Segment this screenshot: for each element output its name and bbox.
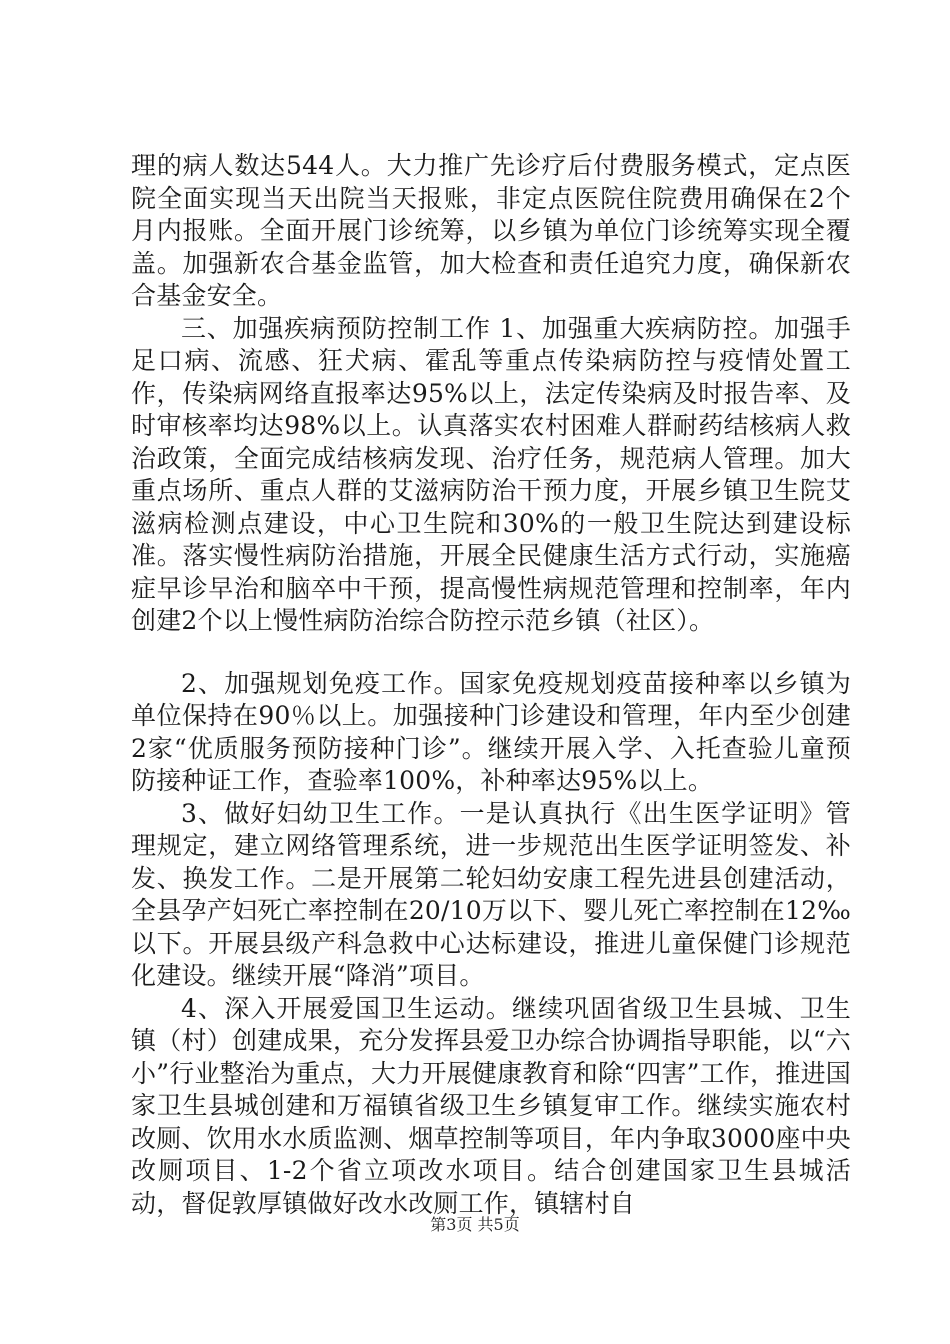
document-body <box>131 150 851 1220</box>
paragraph-patriotic-health: 4、深入开展爱国卫生运动。继续巩固省级卫生县城、卫生镇（村）创建成果，充分发挥县爱卫办综合协调指导职能，以“六小”行业整治为重点，大力开展健康教育和除“四害”工作，推进国家卫生县城创建和万福镇省级卫生乡镇复审工作。继续实施农村改厕、饮用水水质监测、烟草控制等项目，年内争取3000座中央改厕项目、1-2个省立项改水项目。结合创建国家卫生县城活动，督促敦厚镇做好改水改厕工作，镇辖村自 <box>131 993 851 1218</box>
paragraph-medical-insurance: 理的病人数达544人。大力推广先诊疗后付费服务模式，定点医院全面实现当天出院当天报账，非定点医院住院费用确保在2个月内报账。全面开展门诊统筹，以乡镇为单位门诊统筹实现全覆盖。加强新农合基金监管，加大检查和责任追究力度，确保新农合基金安全。 <box>131 151 851 310</box>
paragraph-maternal-child-health: 3、做好妇幼卫生工作。一是认真执行《出生医学证明》管理规定，建立网络管理系统，进一步规范出生医学证明签发、补发、换发工作。二是开展第二轮妇幼安康工程先进县创建活动，全县孕产妇死亡率控制在20/10万以下、婴儿死亡率控制在12‰以下。开展县级产科急救中心达标建设，推进儿童保健门诊规范化建设。继续开展“降消”项目。 <box>131 798 851 990</box>
page-footer: 第3页 共5页 <box>430 1215 520 1234</box>
paragraph-disease-control: 三、加强疾病预防控制工作 1、加强重大疾病防控。加强手足口病、流感、狂犬病、霍乱等重点传染病防控与疫情处置工作，传染病网络直报率达95%以上，法定传染病及时报告率、及时审核率均达98%以上。认真落实农村困难人群耐药结核病人救治政策，全面完成结核病发现、治疗任务，规范病人管理。加大重点场所、重点人群的艾滋病防治干预力度，开展乡镇卫生院艾滋病检测点建设，中心卫生院和30%的一般卫生院达到建设标准。落实慢性病防治措施，开展全民健康生活方式行动，实施癌症早诊早治和脑卒中干预，提高慢性病规范管理和控制率，年内创建2个以上慢性病防治综合防控示范乡镇（社区）。 <box>131 313 851 635</box>
paragraph-immunization: 2、加强规划免疫工作。国家免疫规划疫苗接种率以乡镇为单位保持在90％以上。加强接种门诊建设和管理，年内至少创建2家“优质服务预防接种门诊”。继续开展入学、入托查验儿童预防接种证工作，查验率100%，补种率达95%以上。 <box>131 668 851 795</box>
paragraph-gap <box>131 638 851 668</box>
